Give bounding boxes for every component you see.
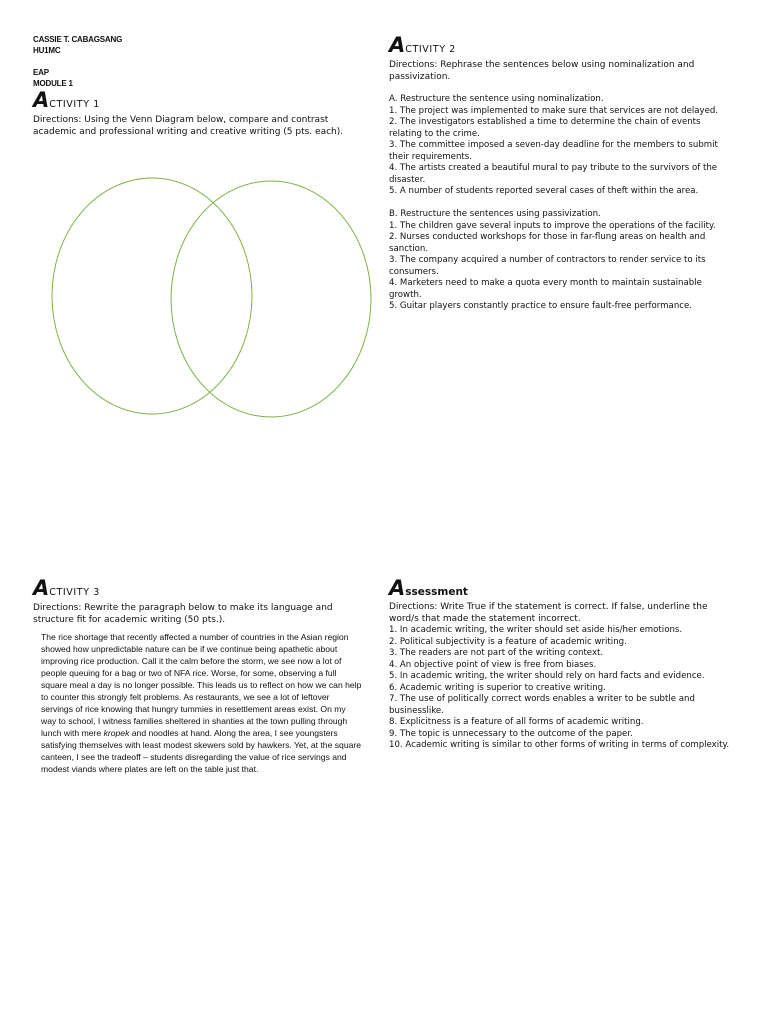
list-item: 2. Nurses conducted workshops for those in far-flung areas on health and sanction. — [389, 232, 706, 254]
list-item: 3. The company acquired a number of contractors to render service to its consumers. — [389, 255, 706, 277]
italic-term: kropek — [103, 728, 130, 738]
venn-diagram — [40, 170, 380, 425]
list-item: 2. The investigators established a time to determine the chain of events relating to the crime. — [389, 117, 701, 139]
list-item: 1. In academic writing, the writer should set aside his/her emotions. — [389, 625, 683, 635]
assessment-items — [389, 625, 739, 752]
list-item: 8. Explicitness is a feature of all forms of academic writing. — [389, 717, 644, 727]
list-item: 6. Academic writing is superior to creative writing. — [389, 682, 606, 693]
list-item: 10. Academic writing is similar to other forms of writing in terms of complexity. — [389, 740, 730, 750]
list-item: 9. The topic is unnecessary to the outcome of the paper. — [389, 728, 633, 739]
course-code: EAP — [33, 68, 49, 77]
part-b-heading: B. Restructure the sentences using passivization. — [389, 209, 601, 219]
student-name: CASSIE T. CABAGSANG — [33, 35, 123, 44]
venn-circle-left — [52, 178, 252, 414]
list-item: 4. The artists created a beautiful mural to pay tribute to the survivors of the disaster. — [389, 163, 718, 185]
activity-1-directions: Directions: Using the Venn Diagram below, compare and contrast academic and professional writing and creative writing (5 pts. each). — [33, 115, 344, 137]
list-item: 4. An objective point of view is free from biases. — [389, 659, 597, 670]
venn-circle-right — [171, 181, 371, 417]
assessment-title: Assessment — [389, 576, 468, 600]
activity-3-section — [33, 578, 373, 775]
activity-2-part-b — [389, 209, 734, 313]
list-item: 5. Guitar players constantly practice to ensure fault-free performance. — [389, 301, 693, 311]
assessment-directions: Directions: Write True if the statement is correct. If false, underline the word/s that made the statement incorrect. — [389, 602, 708, 624]
activity-2-part-a — [389, 94, 734, 209]
list-item: 4. Marketers need to make a quota every month to maintain sustainable growth. — [389, 278, 702, 300]
list-item: 2. Political subjectivity is a feature of academic writing. — [389, 636, 627, 647]
module-label: MODULE 1 — [33, 79, 73, 88]
activity-2-title: ACTIVITY 2 — [389, 33, 456, 57]
activity-3-title: ACTIVITY 3 — [33, 576, 100, 600]
list-item: 1. The children gave several inputs to improve the operations of the facility. — [389, 220, 716, 231]
activity-3-paragraph: The rice shortage that recently affected a number of countries in the Asian region showed how unpredictable nature can be if we continue being apathetic about improving rice production. Call it the calm before the storm, we see now a lot of people queuing for a bag or two of NFA rice. Worse, for some, observing a full square meal a day is no longer possible. This leads us to reflect on how we can help to counter this strongly felt problems. As restaurants, we see a lot of leftover servings of rice knowing that hungry tummies in resettlement areas exist. On my way to school, I witness families sheltered in shanties at the town pulling through lunch with mere kropek and noodles at hand. Along the area, I see youngsters satisfying themselves with least modest skewers sold by hawkers. Yet, at the square canteen, I see the tradeoff – students disregarding the value of rice servings and modest viands where plates are left on the table just that. — [41, 632, 362, 774]
list-item: 5. A number of students reported several cases of theft within the area. — [389, 186, 699, 196]
student-section: HU1MC — [33, 46, 61, 55]
list-item: 3. The readers are not part of the writing context. — [389, 648, 604, 658]
activity-1-section — [33, 90, 368, 138]
activity-2-section — [389, 35, 734, 313]
activity-2-directions: Directions: Rephrase the sentences below using nominalization and passivization. — [389, 60, 695, 82]
activity-1-title: ACTIVITY 1 — [33, 88, 100, 112]
student-header — [33, 34, 233, 89]
activity-3-directions: Directions: Rewrite the paragraph below to make its language and structure fit for academic writing (50 pts.). — [33, 603, 333, 625]
list-item: 5. In academic writing, the writer should rely on hard facts and evidence. — [389, 671, 705, 681]
list-item: 3. The committee imposed a seven-day deadline for the members to submit their requirements. — [389, 140, 718, 162]
part-a-heading: A. Restructure the sentence using nominalization. — [389, 94, 604, 104]
assessment-section — [389, 578, 739, 752]
list-item: 7. The use of politically correct words enables a writer to be subtle and businesslike. — [389, 694, 695, 716]
list-item: 1. The project was implemented to make sure that services are not delayed. — [389, 105, 719, 116]
